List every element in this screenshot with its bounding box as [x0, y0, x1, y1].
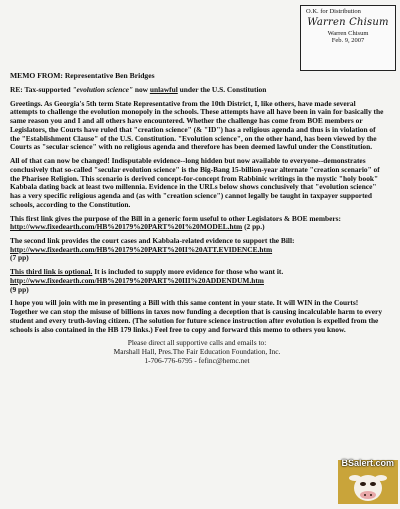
paragraph-greetings: Greetings. As Georgia's 5th term State Representative from the 10th District, I, like others, have made several attempts to challenge the evolution monopoly in the schools. These attempts have all have been in vain for basically the same reason you and I and all others have encountered. Whether the challenge has come from BOE members or Legislators, the Courts have ruled that "creation science" (& "ID") has a religious agenda and thus is in violation of the "Establishment Clause" of the U.S. Constitution. "Evolution science", on the other hand, has been viewed by the Courts as "secular science" with no religious agenda and therefore has been deemed lawful under the Constitution.	[10, 98, 384, 152]
approval-stamp	[300, 5, 396, 71]
paragraph-call-to-action: I hope you will join with me in presenting a Bill with this same content in your state. It will WIN in the Courts! Together we can stop the misuse of billions in taxes now funding a deception that is causing incalculable harm to every student and every truth-loving citizen. (The solution for future science instruction after evolution is expelled from the schools is also contained in the HB 179 links.) Feel free to copy and forward this memo to others you know.	[10, 298, 383, 334]
memo-subject: RE: Tax-supported "evolution science" now unlawful under the U.S. Constitution	[10, 84, 267, 94]
contact-block	[10, 339, 384, 365]
paragraph-evidence: All of that can now be changed! Indisputable evidence--long hidden but now available to everyone--demonstrates conclusively that so-called "secular evolution science" is the Big-Bang 15-billion-year alternate "creation scenario" of the Pharisee Religion. This scenario is derived concept-for-concept from Rabbinic writings in the mystic "holy book" Kabbala dating back at least two millennia. Evidence in the URLs below shows conclusively that "evolution science" has a very specific religious agenda and (as with "creation science") cannot legally be taught in taxpayer supported schools, according to the Constitution.	[10, 156, 380, 209]
approval-date: Feb. 9, 2007	[331, 37, 365, 45]
memo-from: MEMO FROM: Representative Ben Bridges	[10, 71, 155, 80]
contact-line-1: Please direct all supportive calls and emails to:	[127, 338, 267, 348]
memo-body	[10, 72, 384, 366]
approval-name: Warren Chisum	[327, 29, 369, 37]
bsalert-watermark	[338, 460, 398, 504]
paragraph-third-link: This third link is optional. It is included to supply more evidence for those who want it. http://www.fixedearth.com/HB%20179%20PART%20III%20ADDENDUM.htm (9 pp)	[10, 268, 384, 294]
watermark-text: BSalert.com	[341, 458, 394, 468]
link-hb179-part3[interactable]: http://www.fixedearth.com/HB%20179%20PART%20III%20ADDENDUM.htm	[10, 275, 264, 285]
contact-line-3: 1-706-776-6795 - fefinc@hemc.net	[144, 355, 250, 365]
contact-line-2: Marshall Hall, Pres.The Fair Education Foundation, Inc.	[113, 347, 281, 357]
paragraph-second-link: The second link provides the court cases and Kabbala-related evidence to support the Bill: http://www.fixedearth.com/HB%20179%20PART%20II%20ATT.EVIDENCE.htm (7 pp)	[10, 237, 384, 263]
link-hb179-part1[interactable]: http://www.fixedearth.com/HB%20179%20PART%20I%20MODEL.htm	[10, 222, 243, 232]
approval-ok-label: O.K. for Distribution	[306, 8, 361, 15]
link-hb179-part2[interactable]: http://www.fixedearth.com/HB%20179%20PART%20II%20ATT.EVIDENCE.htm	[10, 244, 273, 254]
handwritten-signature: Warren Chisum	[307, 17, 389, 29]
paragraph-first-link: This first link gives the purpose of the Bill in a generic form useful to other Legislators & BOE members: http://www.fixedearth.com/HB%20179%20PART%20I%20MODEL.htm (2 pp.)	[10, 213, 341, 232]
